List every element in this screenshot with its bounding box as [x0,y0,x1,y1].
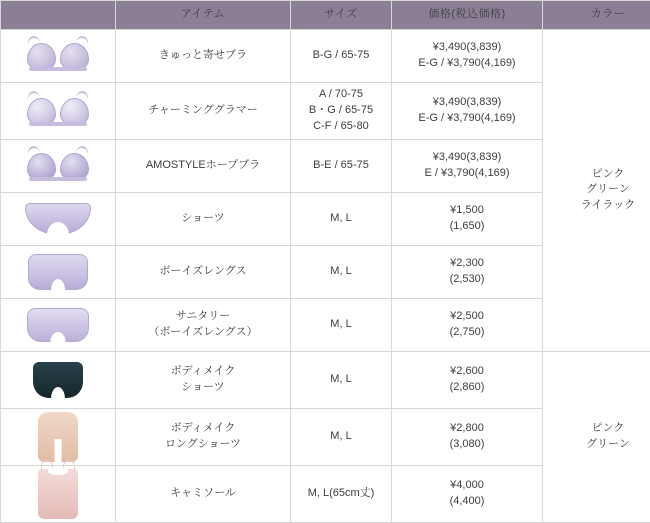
color-line: グリーン [547,437,650,453]
table-body [1,30,650,523]
table-header [1,1,650,30]
bra-amostyle-hope-icon [8,143,108,189]
item-size [291,408,392,465]
size-line: M, L(65cm丈) [295,486,387,502]
product-image-cell [1,298,116,351]
item-size [291,351,392,408]
product-image-cell [1,245,116,298]
item-name-line: キャミソール [122,486,284,502]
bra-charming-glamour-icon [8,88,108,134]
price-line: E-G / ¥3,790(4,169) [396,56,538,72]
item-name: きゅっと寄せブラ [116,30,291,83]
item-price [392,30,543,83]
size-line: B・G / 65-75 [295,103,387,119]
color-line: グリーン [547,182,650,198]
price-line: (2,860) [396,380,538,396]
price-line: ¥3,490(3,839) [396,150,538,166]
product-image-cell [1,351,116,408]
price-line: (2,750) [396,325,538,341]
price-line: (1,650) [396,219,538,235]
item-name: ショーツ [116,192,291,245]
sanitary-boys-length-shorts-icon [8,302,108,348]
price-line: ¥2,600 [396,364,538,380]
size-line: A / 70-75 [295,87,387,103]
camisole-icon [8,468,108,520]
product-image-cell [1,465,116,522]
table-row [1,30,650,83]
item-name [116,351,291,408]
size-line: M, L [295,372,387,388]
item-name [116,298,291,351]
price-line: ¥1,500 [396,203,538,219]
column-header-price: 価格(税込価格) [392,1,543,30]
item-price [392,139,543,192]
item-name: AMOSTYLEホープブラ [116,139,291,192]
color-group-1 [543,30,650,352]
item-size [291,30,392,83]
color-group-2 [543,351,650,522]
size-line: C-F / 65-80 [295,119,387,135]
size-line: M, L [295,429,387,445]
item-name [116,408,291,465]
price-line: (2,530) [396,272,538,288]
price-line: (4,400) [396,494,538,510]
bra-push-up-icon [8,33,108,79]
size-line: M, L [295,211,387,227]
item-price [392,83,543,140]
body-make-long-shorts-icon [8,411,108,463]
color-line: ライラック [547,198,650,214]
item-price [392,465,543,522]
item-size [291,298,392,351]
price-line: ¥2,500 [396,309,538,325]
size-line: M, L [295,264,387,280]
item-name-line: （ボーイズレングス） [122,325,284,341]
item-name-line: サニタリー [122,309,284,325]
item-size [291,465,392,522]
item-name [116,465,291,522]
product-image-cell [1,408,116,465]
item-size [291,192,392,245]
product-image-cell [1,83,116,140]
item-name: ボーイズレングス [116,245,291,298]
product-image-cell [1,30,116,83]
item-size [291,139,392,192]
color-line: ピンク [547,421,650,437]
price-line: E / ¥3,790(4,169) [396,166,538,182]
item-price [392,408,543,465]
size-line: M, L [295,317,387,333]
color-line: ピンク [547,167,650,183]
product-image-cell [1,192,116,245]
item-size [291,83,392,140]
price-line: E-G / ¥3,790(4,169) [396,111,538,127]
item-price [392,351,543,408]
shorts-regular-icon [8,196,108,242]
column-header-item: アイテム [116,1,291,30]
item-size [291,245,392,298]
body-make-shorts-icon [8,354,108,406]
column-header-color: カラー [543,1,650,30]
price-line: ¥2,300 [396,256,538,272]
product-image-cell [1,139,116,192]
size-line: B-E / 65-75 [295,158,387,174]
item-name-line: ボディメイク [122,421,284,437]
column-header-size: サイズ [291,1,392,30]
item-price [392,245,543,298]
table-header-row [1,1,650,30]
boys-length-shorts-icon [8,249,108,295]
price-line: ¥2,800 [396,421,538,437]
item-price [392,298,543,351]
item-name-line: ボディメイク [122,364,284,380]
size-line: B-G / 65-75 [295,48,387,64]
table-row [1,351,650,408]
item-price [392,192,543,245]
price-line: ¥4,000 [396,478,538,494]
price-line: ¥3,490(3,839) [396,95,538,111]
item-name-line: ショーツ [122,380,284,396]
column-header-image [1,1,116,30]
price-line: (3,080) [396,437,538,453]
item-name-line: ロングショーツ [122,437,284,453]
item-name: チャーミンググラマー [116,83,291,140]
price-line: ¥3,490(3,839) [396,40,538,56]
